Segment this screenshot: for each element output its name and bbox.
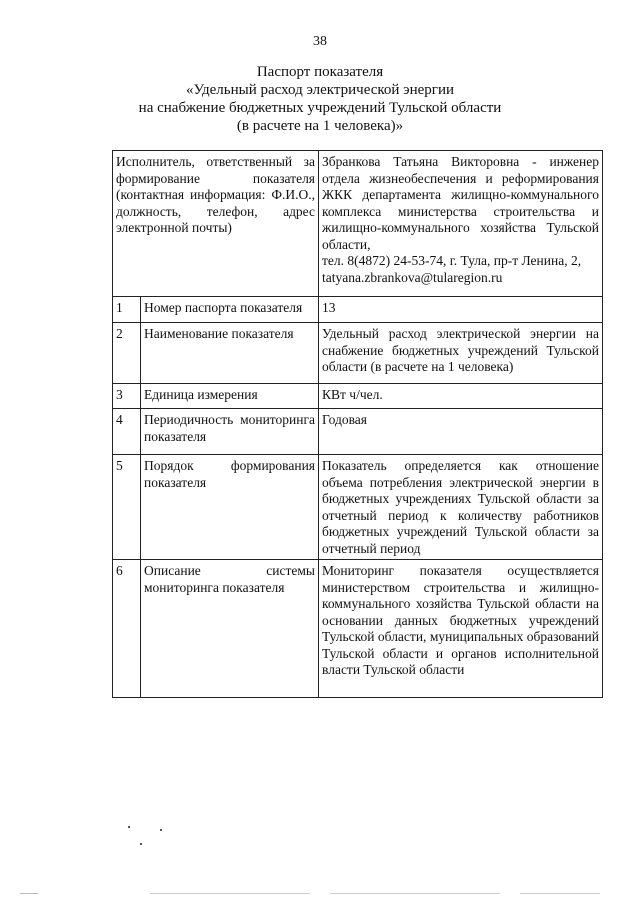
row-value: Показатель определяется как отношение объема потребления электрической энергии в бюджетных учреждениях Тульской области за отчетный период к количеству работников бюджетных учреждений Тульской области за отчетный период [319, 455, 603, 560]
table-row [113, 323, 603, 384]
table-row-executor [113, 151, 603, 297]
scan-speck [140, 843, 142, 845]
row-value: Мониторинг показателя осуществляется министерством строительства и жилищно-коммунального хозяйства Тульской области на основании данных бюджетных учреждений Тульской области, муниципальных образований Тульской области и органов исполнительной власти Тульской области [319, 560, 603, 698]
page-number: 38 [313, 34, 327, 49]
row-label: Описание системы мониторинга показателя [141, 560, 319, 698]
row-label: Наименование показателя [141, 323, 319, 384]
row-number: 1 [113, 297, 141, 323]
row-label: Периодичность мониторинга показателя [141, 409, 319, 455]
title-line-2: «Удельный расход электрической энергии [185, 82, 455, 98]
row-value: Годовая [319, 409, 603, 455]
title-line-3: на снабжение бюджетных учреждений Тульской области [138, 100, 502, 116]
document-title [80, 63, 560, 135]
executor-value: Збранкова Татьяна Викторовна - инженер отдела жизнеобеспечения и реформирования ЖКК департамента жилищно-коммунального комплекса министерства строительства и жилищно-коммунального хозяйства Тульской области, тел. 8(4872) 24-53-74, г. Тула, пр-т Ленина, 2, tatyana.zbrankova@tularegion.ru [319, 151, 603, 297]
table-row [113, 455, 603, 560]
row-label: Номер паспорта показателя [141, 297, 319, 323]
scan-speck [160, 829, 162, 831]
scan-line-artifact [520, 893, 600, 894]
table-row [113, 560, 603, 698]
scan-speck [128, 826, 130, 828]
table-row [113, 297, 603, 323]
table-row [113, 384, 603, 409]
row-label: Единица измерения [141, 384, 319, 409]
scan-line-artifact [150, 893, 310, 894]
row-number: 3 [113, 384, 141, 409]
row-number: 6 [113, 560, 141, 698]
row-number: 2 [113, 323, 141, 384]
row-number: 5 [113, 455, 141, 560]
row-value: Удельный расход электрической энергии на снабжение бюджетных учреждений Тульской области (в расчете на 1 человека) [319, 323, 603, 384]
title-line-4: (в расчете на 1 человека)» [236, 118, 404, 134]
scan-line-artifact [20, 893, 38, 894]
row-number: 4 [113, 409, 141, 455]
table-row [113, 409, 603, 455]
scan-line-artifact [330, 893, 500, 894]
title-line-1: Паспорт показателя [256, 64, 384, 80]
executor-label: Исполнитель, ответственный за формирование показателя (контактная информация: Ф.И.О., должность, телефон, адрес электронной почты) [113, 151, 319, 297]
row-value: 13 [319, 297, 603, 323]
row-label: Порядок формирования показателя [141, 455, 319, 560]
row-value: КВт ч/чел. [319, 384, 603, 409]
passport-table [112, 150, 603, 698]
